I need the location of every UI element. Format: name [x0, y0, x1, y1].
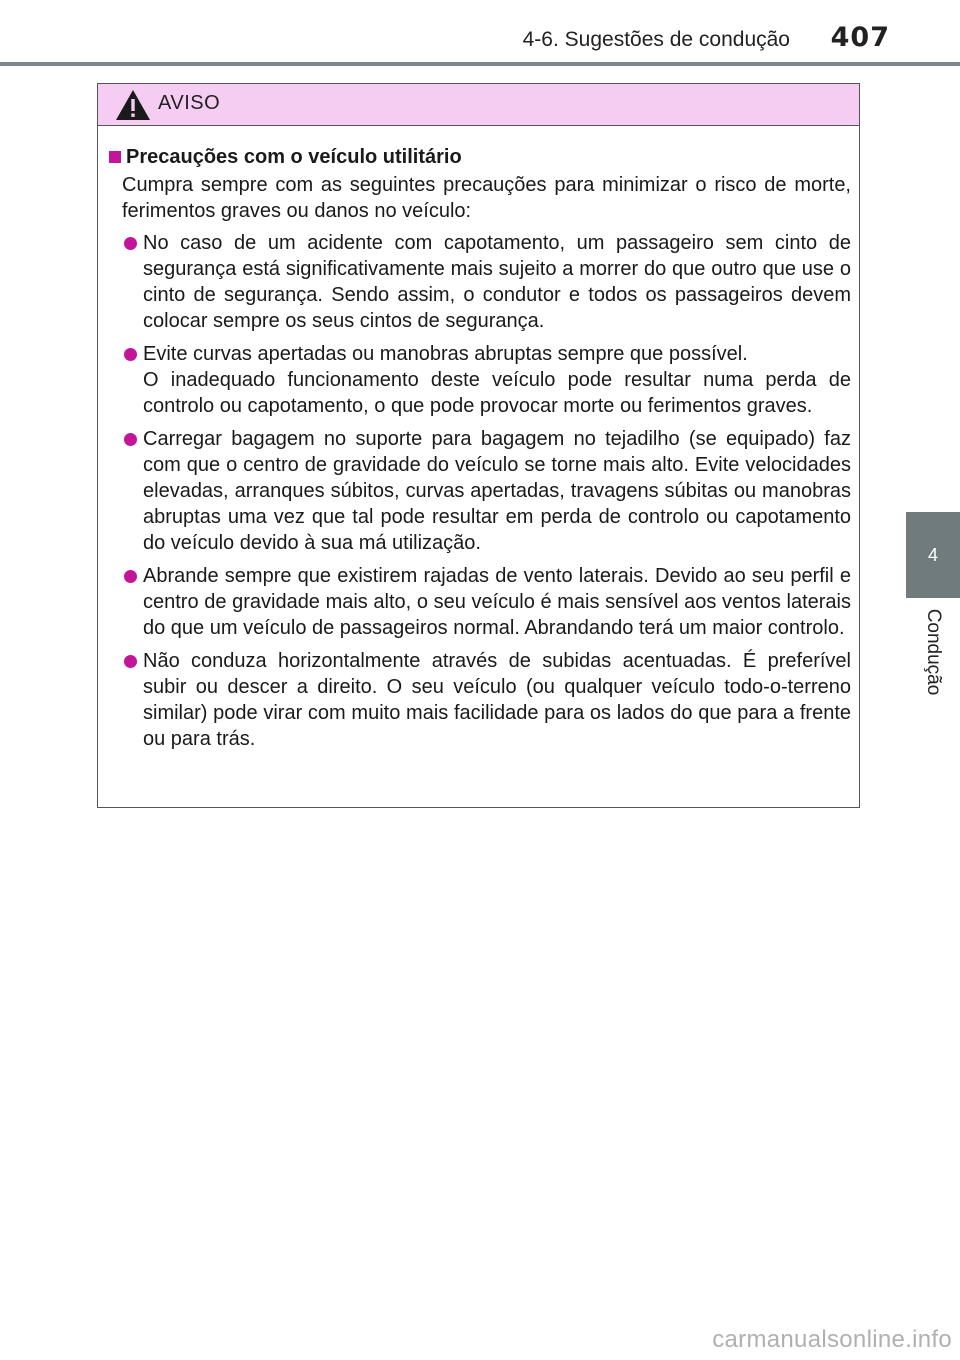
chapter-tab[interactable]	[906, 512, 960, 598]
list-item	[108, 230, 851, 334]
bullet-dot-icon	[124, 237, 137, 250]
list-item	[108, 341, 851, 419]
warning-header	[98, 84, 859, 126]
list-item-text: No caso de um acidente com capotamento, um passageiro sem cinto de segurança está significativamente mais sujeito a morrer do que outro que use o cinto de segurança. Sendo assim, o condutor e todos os passageiros devem colocar sempre os seus cintos de segurança.	[143, 232, 851, 332]
page-number: 407	[830, 22, 890, 53]
section-title: 4-6. Sugestões de condução	[522, 28, 790, 51]
square-bullet-icon	[109, 151, 121, 163]
chapter-label: Condução	[923, 608, 944, 696]
intro-text: Cumpra sempre com as seguintes precauções para minimizar o risco de morte, ferimentos graves ou danos no veículo:	[122, 174, 851, 222]
section-heading	[108, 144, 851, 170]
list-item-line: Evite curvas apertadas ou manobras abruptas sempre que possível.	[143, 343, 748, 365]
heading-text: Precauções com o veículo utilitário	[126, 146, 462, 168]
watermark: carmanualsonline.info	[712, 1326, 952, 1353]
list-item	[108, 426, 851, 556]
list-item	[108, 648, 851, 752]
warning-label: AVISO	[158, 92, 221, 114]
list-item	[108, 563, 851, 641]
bullet-dot-icon	[124, 348, 137, 361]
list-item-text: Não conduza horizontalmente através de subidas acentuadas. É preferível subir ou descer a direito. O seu veículo (ou qualquer veículo todo-o-terreno similar) pode virar com muito mais facilidade para os lados do que para a frente ou para trás.	[143, 650, 851, 750]
bullet-dot-icon	[124, 433, 137, 446]
list-item-line: O inadequado funcionamento deste veículo pode resultar numa perda de controlo ou capotamento, o que pode provocar morte ou ferimentos graves.	[143, 369, 851, 417]
header-divider	[0, 62, 960, 66]
warning-box	[97, 83, 860, 808]
warning-content	[98, 126, 859, 752]
list-item-text: Carregar bagagem no suporte para bagagem no tejadilho (se equipado) faz com que o centro de gravidade do veículo se torne mais alto. Evite velocidades elevadas, arranques súbitos, curvas apertadas, travagens súbitas ou manobras abruptas uma vez que tal pode resultar em perda de controlo ou capotamento do veículo devido à sua má utilização.	[143, 428, 851, 554]
list-item-text: Abrande sempre que existirem rajadas de vento laterais. Devido ao seu perfil e centro de gravidade mais alto, o seu veículo é mais sensível aos ventos laterais do que um veículo de passageiros normal. Abrandando terá um maior controlo.	[143, 565, 851, 639]
warning-triangle-icon	[115, 89, 151, 121]
list-item-text	[143, 341, 851, 419]
bullet-dot-icon	[124, 655, 137, 668]
bullet-dot-icon	[124, 570, 137, 583]
chapter-number: 4	[927, 544, 938, 565]
